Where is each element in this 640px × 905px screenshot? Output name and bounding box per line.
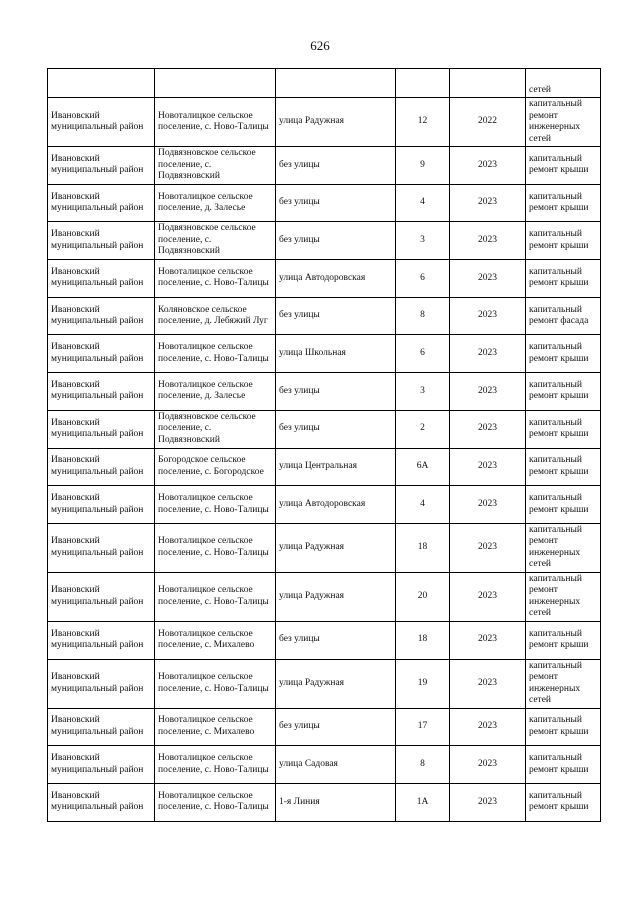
cell-work: капитальный ремонт крыши xyxy=(526,184,601,222)
cell-street: улица Садовая xyxy=(276,746,396,784)
cell-year: 2023 xyxy=(450,297,526,335)
cell-year xyxy=(450,69,526,98)
cell-work: капитальный ремонт крыши xyxy=(526,486,601,524)
cell-district: Ивановский муниципальный район xyxy=(48,621,155,659)
cell-work: сетей xyxy=(526,69,601,98)
cell-settlement: Коляновское сельское поселение, д. Лебяжий Луг xyxy=(155,297,276,335)
cell-work: капитальный ремонт крыши xyxy=(526,260,601,298)
cell-settlement: Подвязновское сельское поселение, с. Подвязновский xyxy=(155,410,276,448)
cell-house: 6 xyxy=(396,260,450,298)
cell-street: без улицы xyxy=(276,373,396,411)
table-row xyxy=(48,410,601,448)
cell-year: 2023 xyxy=(450,659,526,708)
cell-house: 6 xyxy=(396,335,450,373)
cell-district xyxy=(48,69,155,98)
cell-district: Ивановский муниципальный район xyxy=(48,746,155,784)
cell-work: капитальный ремонт крыши xyxy=(526,373,601,411)
cell-work: капитальный ремонт крыши xyxy=(526,746,601,784)
cell-street: улица Радужная xyxy=(276,98,396,147)
cell-district: Ивановский муниципальный район xyxy=(48,335,155,373)
cell-street: без улицы xyxy=(276,222,396,260)
table-row xyxy=(48,746,601,784)
table-row xyxy=(48,708,601,746)
cell-year: 2023 xyxy=(450,410,526,448)
cell-settlement: Новоталицкое сельское поселение, с. Ново-Талицы xyxy=(155,335,276,373)
cell-settlement: Новоталицкое сельское поселение, с. Ново-Талицы xyxy=(155,260,276,298)
cell-settlement xyxy=(155,69,276,98)
cell-street: улица Автодоровская xyxy=(276,260,396,298)
cell-street: без улицы xyxy=(276,621,396,659)
cell-work: капитальный ремонт крыши xyxy=(526,222,601,260)
table-row xyxy=(48,297,601,335)
cell-district: Ивановский муниципальный район xyxy=(48,373,155,411)
table-row xyxy=(48,448,601,486)
table-row xyxy=(48,486,601,524)
cell-house: 4 xyxy=(396,486,450,524)
cell-work: капитальный ремонт инженерных сетей xyxy=(526,572,601,621)
cell-year: 2023 xyxy=(450,783,526,821)
cell-year: 2023 xyxy=(450,708,526,746)
cell-street: без улицы xyxy=(276,147,396,185)
cell-house: 3 xyxy=(396,222,450,260)
cell-work: капитальный ремонт крыши xyxy=(526,783,601,821)
cell-street: улица Автодоровская xyxy=(276,486,396,524)
cell-settlement: Новоталицкое сельское поселение, с. Михалево xyxy=(155,708,276,746)
cell-district: Ивановский муниципальный район xyxy=(48,659,155,708)
table-row xyxy=(48,523,601,572)
cell-street: улица Школьная xyxy=(276,335,396,373)
cell-street: без улицы xyxy=(276,184,396,222)
cell-work: капитальный ремонт крыши xyxy=(526,147,601,185)
cell-street xyxy=(276,69,396,98)
cell-work: капитальный ремонт крыши xyxy=(526,621,601,659)
cell-house: 9 xyxy=(396,147,450,185)
table-row xyxy=(48,373,601,411)
cell-house: 20 xyxy=(396,572,450,621)
cell-settlement: Новоталицкое сельское поселение, д. Залесье xyxy=(155,373,276,411)
cell-year: 2023 xyxy=(450,335,526,373)
cell-district: Ивановский муниципальный район xyxy=(48,98,155,147)
cell-work: капитальный ремонт инженерных сетей xyxy=(526,523,601,572)
cell-district: Ивановский муниципальный район xyxy=(48,708,155,746)
cell-street: без улицы xyxy=(276,297,396,335)
table-row-continuation xyxy=(48,69,601,98)
table-row xyxy=(48,222,601,260)
cell-house: 17 xyxy=(396,708,450,746)
cell-year: 2023 xyxy=(450,486,526,524)
cell-settlement: Новоталицкое сельское поселение, с. Ново-Талицы xyxy=(155,659,276,708)
cell-year: 2023 xyxy=(450,746,526,784)
cell-district: Ивановский муниципальный район xyxy=(48,184,155,222)
page-number: 626 xyxy=(310,38,330,53)
cell-house: 18 xyxy=(396,523,450,572)
cell-street: улица Радужная xyxy=(276,523,396,572)
table-row xyxy=(48,147,601,185)
registry-table xyxy=(47,68,601,822)
cell-year: 2023 xyxy=(450,147,526,185)
cell-work: капитальный ремонт крыши xyxy=(526,335,601,373)
cell-work: капитальный ремонт крыши xyxy=(526,708,601,746)
cell-settlement: Подвязновское сельское поселение, с. Подвязновский xyxy=(155,222,276,260)
cell-year: 2023 xyxy=(450,572,526,621)
cell-house: 4 xyxy=(396,184,450,222)
cell-year: 2023 xyxy=(450,621,526,659)
cell-district: Ивановский муниципальный район xyxy=(48,448,155,486)
cell-house: 18 xyxy=(396,621,450,659)
cell-street: улица Радужная xyxy=(276,659,396,708)
table-row xyxy=(48,621,601,659)
cell-house: 6А xyxy=(396,448,450,486)
cell-street: без улицы xyxy=(276,410,396,448)
table-row xyxy=(48,260,601,298)
cell-district: Ивановский муниципальный район xyxy=(48,523,155,572)
cell-settlement: Новоталицкое сельское поселение, с. Ново-Талицы xyxy=(155,98,276,147)
cell-street: без улицы xyxy=(276,708,396,746)
cell-district: Ивановский муниципальный район xyxy=(48,410,155,448)
cell-work: капитальный ремонт инженерных сетей xyxy=(526,98,601,147)
cell-work: капитальный ремонт фасада xyxy=(526,297,601,335)
cell-year: 2023 xyxy=(450,523,526,572)
cell-district: Ивановский муниципальный район xyxy=(48,260,155,298)
cell-street: улица Центральная xyxy=(276,448,396,486)
cell-district: Ивановский муниципальный район xyxy=(48,783,155,821)
table-row xyxy=(48,184,601,222)
table-row xyxy=(48,783,601,821)
cell-settlement: Новоталицкое сельское поселение, с. Ново-Талицы xyxy=(155,486,276,524)
cell-work: капитальный ремонт крыши xyxy=(526,448,601,486)
table-row xyxy=(48,98,601,147)
cell-settlement: Новоталицкое сельское поселение, д. Залесье xyxy=(155,184,276,222)
cell-district: Ивановский муниципальный район xyxy=(48,486,155,524)
cell-settlement: Подвязновское сельское поселение, с. Подвязновский xyxy=(155,147,276,185)
cell-year: 2023 xyxy=(450,448,526,486)
cell-district: Ивановский муниципальный район xyxy=(48,572,155,621)
cell-district: Ивановский муниципальный район xyxy=(48,147,155,185)
cell-house: 3 xyxy=(396,373,450,411)
cell-house xyxy=(396,69,450,98)
cell-work: капитальный ремонт инженерных сетей xyxy=(526,659,601,708)
table-row xyxy=(48,572,601,621)
cell-settlement: Новоталицкое сельское поселение, с. Ново-Талицы xyxy=(155,783,276,821)
cell-house: 8 xyxy=(396,297,450,335)
cell-year: 2023 xyxy=(450,184,526,222)
cell-year: 2023 xyxy=(450,222,526,260)
cell-year: 2023 xyxy=(450,260,526,298)
table-row xyxy=(48,335,601,373)
table-row xyxy=(48,659,601,708)
cell-district: Ивановский муниципальный район xyxy=(48,222,155,260)
cell-district: Ивановский муниципальный район xyxy=(48,297,155,335)
cell-year: 2022 xyxy=(450,98,526,147)
cell-settlement: Новоталицкое сельское поселение, с. Ново-Талицы xyxy=(155,746,276,784)
cell-year: 2023 xyxy=(450,373,526,411)
cell-house: 1А xyxy=(396,783,450,821)
cell-house: 8 xyxy=(396,746,450,784)
cell-settlement: Богородское сельское поселение, с. Богородское xyxy=(155,448,276,486)
cell-settlement: Новоталицкое сельское поселение, с. Ново-Талицы xyxy=(155,523,276,572)
cell-work: капитальный ремонт крыши xyxy=(526,410,601,448)
cell-house: 12 xyxy=(396,98,450,147)
cell-house: 2 xyxy=(396,410,450,448)
cell-street: 1-я Линия xyxy=(276,783,396,821)
registry-table-body xyxy=(48,69,601,822)
cell-street: улица Радужная xyxy=(276,572,396,621)
cell-house: 19 xyxy=(396,659,450,708)
cell-settlement: Новоталицкое сельское поселение, с. Михалево xyxy=(155,621,276,659)
cell-settlement: Новоталицкое сельское поселение, с. Ново-Талицы xyxy=(155,572,276,621)
